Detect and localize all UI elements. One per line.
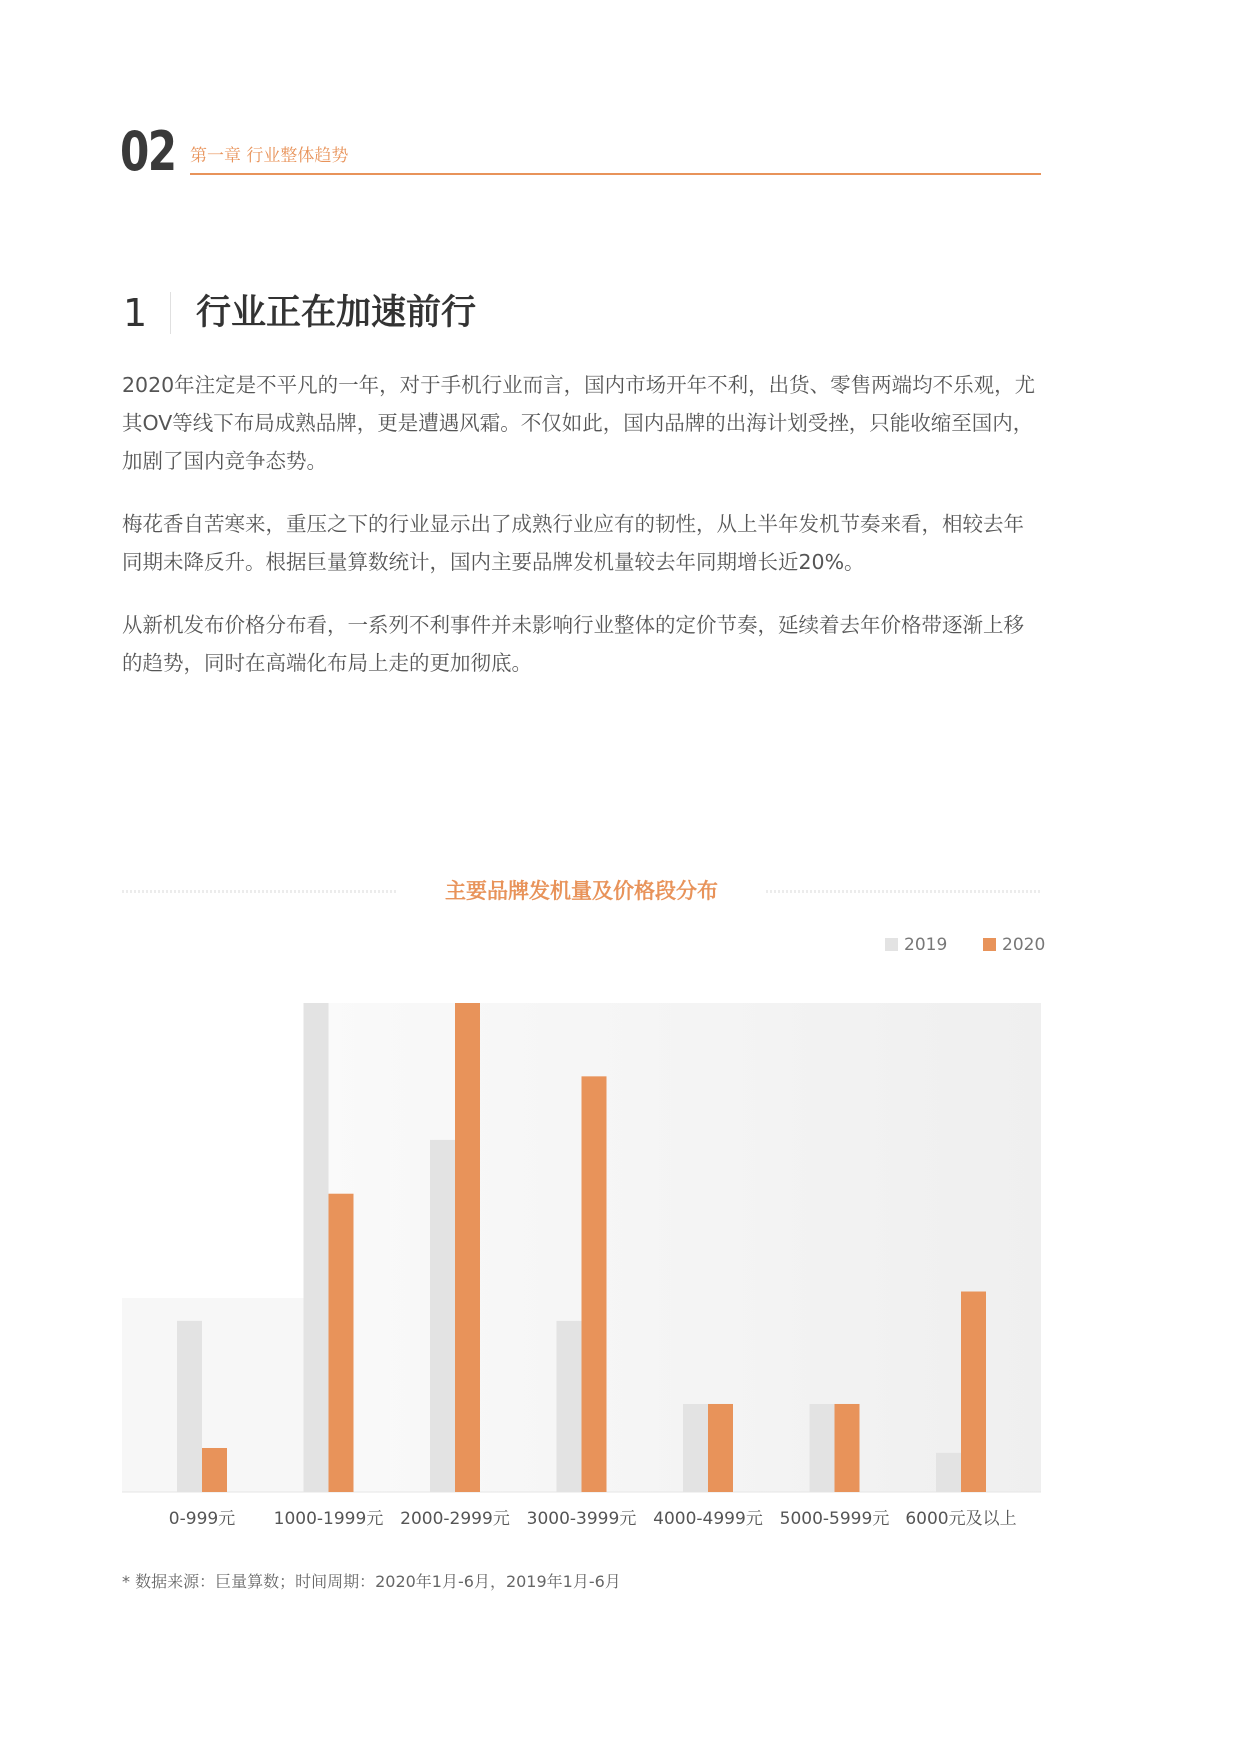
x-tick-label: 3000-3999元: [526, 1509, 637, 1529]
chart-title: 主要品牌发机量及价格段分布: [445, 879, 718, 903]
legend-label-2019: 2019: [904, 935, 948, 955]
x-tick-label: 5000-5999元: [779, 1509, 890, 1529]
section-title: 行业正在加速前行: [196, 293, 477, 333]
bar-2020-0: [202, 1448, 227, 1492]
paragraph-3: 从新机发布价格分布看，一系列不利事件并未影响行业整体的定价节奏，延续着去年价格带逐渐上移的趋势，同时在高端化布局上走的更加彻底。: [122, 613, 1024, 675]
bar-2019-2: [430, 1140, 455, 1492]
bar-2020-6: [961, 1292, 986, 1492]
bar-2020-1: [329, 1194, 354, 1492]
x-tick-label: 0-999元: [168, 1509, 236, 1529]
bar-2019-1: [304, 1003, 329, 1492]
x-tick-label: 2000-2999元: [400, 1509, 510, 1529]
bar-2020-2: [455, 1003, 480, 1492]
x-tick-label: 4000-4999元: [653, 1509, 763, 1529]
bar-2019-5: [810, 1404, 835, 1492]
source-footnote: * 数据来源：巨量算数；时间周期：2020年1月-6月，2019年1月-6月: [122, 1572, 621, 1591]
bar-2020-5: [835, 1404, 860, 1492]
chapter-number: 02: [120, 120, 176, 183]
bar-2020-4: [708, 1404, 733, 1492]
bar-2019-4: [683, 1404, 708, 1492]
section-number: 1: [123, 291, 148, 335]
bar-2019-6: [936, 1453, 961, 1492]
paragraph-1: 2020年注定是不平凡的一年，对于手机行业而言，国内市场开年不利，出货、零售两端均不乐观，尤其OV等线下布局成熟品牌，更是遭遇风霜。不仅如此，国内品牌的出海计划受挫，只能收缩至国内，加剧了国内竞争态势。: [122, 373, 1036, 473]
bar-2020-3: [582, 1076, 607, 1492]
chapter-title: 第一章 行业整体趋势: [190, 146, 349, 166]
legend-label-2020: 2020: [1002, 935, 1046, 955]
x-tick-label: 1000-1999元: [273, 1509, 384, 1529]
paragraph-2: 梅花香自苦寒来，重压之下的行业显示出了成熟行业应有的韧性，从上半年发机节奏来看，相较去年同期未降反升。根据巨量算数统计，国内主要品牌发机量较去年同期增长近20%。: [122, 512, 1024, 574]
bar-2019-0: [177, 1321, 202, 1492]
bar-2019-3: [557, 1321, 582, 1492]
chart-bg-main: [306, 1003, 1041, 1492]
x-tick-label: 6000元及以上: [905, 1509, 1017, 1529]
